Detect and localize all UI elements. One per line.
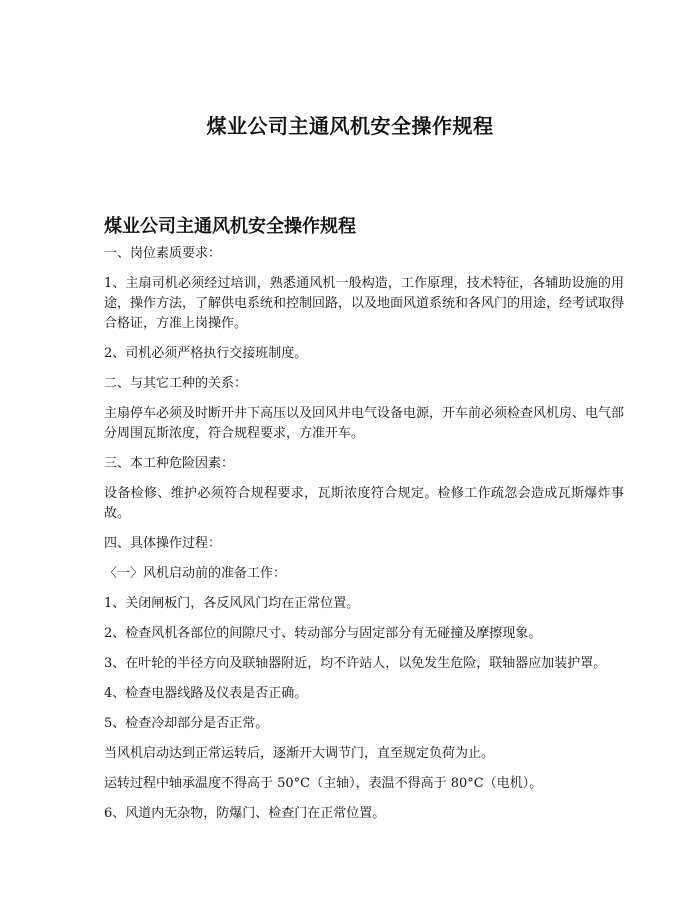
paragraph-preparation-heading: 〈一〉风机启动前的准备工作： <box>104 566 287 581</box>
section-heading: 煤业公司主通风机安全操作规程 <box>104 216 356 237</box>
paragraph-relations-heading: 二、与其它工种的关系： <box>104 376 248 391</box>
paragraph-step-6: 6、风道内无杂物，防爆门、检查门在正常位置。 <box>104 806 386 821</box>
paragraph-step-3: 3、在叶轮的半径方向及联轴器附近，均不许站人，以免发生危险，联轴器应加装护罩。 <box>104 656 607 671</box>
paragraph-relations-body: 主扇停车必须及时断开井下高压以及回风井电气设备电源，开车前必须检查风机房、电气部分周围瓦斯浓度，符合规程要求，方准开车。 <box>104 406 625 441</box>
paragraph-step-5: 5、检查冷却部分是否正常。 <box>104 716 269 731</box>
paragraph-job-requirements-heading: 一、岗位素质要求： <box>104 246 222 261</box>
paragraph-hazards-heading: 三、本工种危险因素： <box>104 456 235 471</box>
paragraph-requirement-1: 1、主扇司机必须经过培训，熟悉通风机一般构造，工作原理，技术特征，各辅助设施的用途，操作方法，了解供电系统和控制回路，以及地面风道系统和各风门的用途，经考试取得合格证，方准上岗操作。 <box>104 276 625 331</box>
paragraph-step-2: 2、检查风机各部位的间隙尺寸、转动部分与固定部分有无碰撞及摩擦现象。 <box>104 626 542 641</box>
paragraph-hazards-body: 设备检修、维护必须符合规程要求，瓦斯浓度符合规定。检修工作疏忽会造成瓦斯爆炸事故。 <box>104 486 624 521</box>
paragraph-requirement-2: 2、司机必须严格执行交接班制度。 <box>104 346 308 361</box>
document-body <box>104 244 624 834</box>
paragraph-step-4: 4、检查电器线路及仪表是否正确。 <box>104 686 308 701</box>
document-title: 煤业公司主通风机安全操作规程 <box>206 114 494 138</box>
paragraph-procedure-heading: 四、具体操作过程： <box>104 536 222 551</box>
paragraph-temperature-note: 运转过程中轴承温度不得高于 50°C（主轴），表温不得高于 80°C（电机）。 <box>104 776 543 791</box>
paragraph-step-1: 1、关闭闸板门，各反风风门均在正常位置。 <box>104 596 360 611</box>
paragraph-startup-note: 当风机启动达到正常运转后，逐渐开大调节门，直至规定负荷为止。 <box>104 746 495 761</box>
